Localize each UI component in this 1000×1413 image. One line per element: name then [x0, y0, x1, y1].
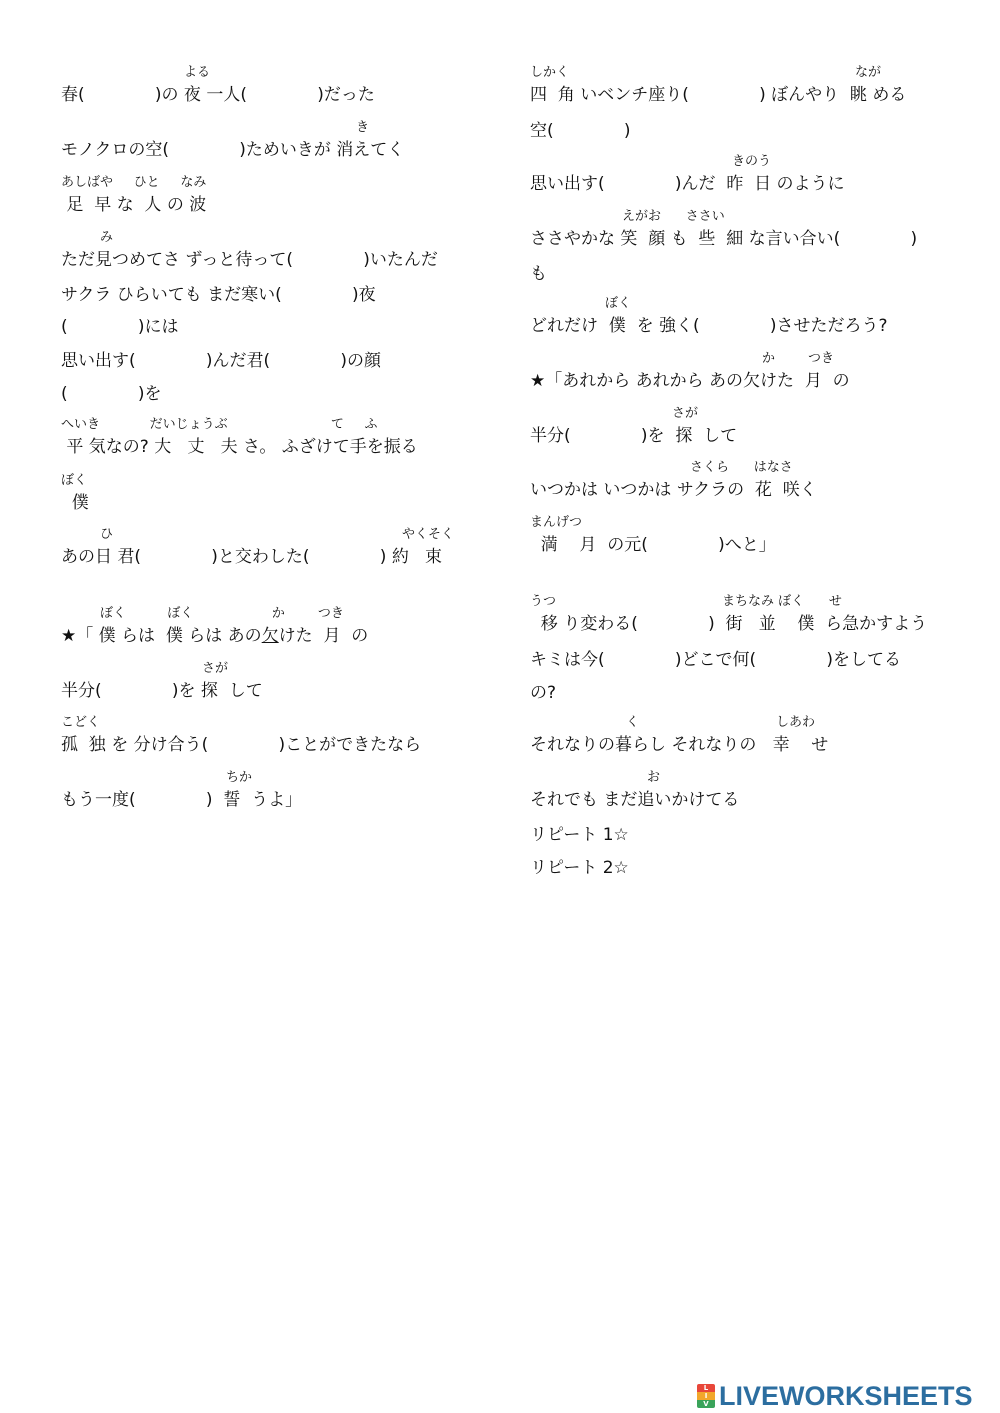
- repeat-2-line: リピート 2☆: [530, 858, 629, 878]
- lyric-line-3: 足 早 な 人 の 波: [61, 195, 207, 215]
- ruby-line-11b: やくそく: [402, 527, 455, 542]
- lyric-line-13: 半分( )を 探 して: [61, 681, 263, 701]
- lyric-line-12-pre: ★「 僕 らは 僕 らは あの: [61, 626, 262, 646]
- ruby-line-9: へいき だいじょうぶ て ふ: [61, 417, 378, 432]
- liveworksheets-logo: [697, 1381, 973, 1411]
- repeat-1-line: リピート 1☆: [530, 825, 629, 845]
- lyric-line-7: 思い出す( )んだ君( )の顔: [61, 351, 382, 371]
- lyric-rline-12: キミは今( )どこで何( )をしてる: [530, 650, 902, 670]
- lyric-rline-7: ★「あれから あれから あの欠けた 月 の: [530, 371, 850, 391]
- lyric-rline-11: 移 り変わる( ) 街 並 僕 ら急かすよう: [530, 614, 928, 634]
- lyric-rline-6: どれだけ 僕 を 強く( )させただろう?: [530, 316, 888, 336]
- lyric-rline-13: の?: [530, 683, 557, 703]
- lyric-line-8: ( )を: [61, 384, 162, 404]
- ruby-line-12: ぼく ぼく か つき: [100, 606, 344, 621]
- lyric-line-12-post: けた 月 の: [278, 626, 369, 646]
- ruby-line-14: こどく: [61, 715, 101, 730]
- lyric-line-10: 僕: [61, 493, 89, 513]
- ruby-rline-4: えがお ささい: [622, 209, 725, 224]
- lyric-line-12: [61, 626, 368, 646]
- ruby-line-11a: ひ: [100, 527, 114, 542]
- ruby-line-1: よる: [184, 65, 211, 80]
- ruby-rline-1a: しかく: [530, 65, 570, 80]
- logo-mark-top: L: [697, 1384, 715, 1392]
- ruby-rline-9: さくら はなさ: [690, 460, 793, 475]
- lyric-rline-10: 満 月 の元( )へと」: [530, 535, 776, 555]
- ruby-line-4: み: [100, 230, 114, 245]
- lyric-rline-4: ささやかな 笑 顔 も 些 細 な言い合い( ): [530, 229, 918, 249]
- lyric-line-6: ( )には: [61, 317, 179, 337]
- ruby-line-10: ぼく: [61, 473, 88, 488]
- ruby-rline-6: ぼく: [605, 296, 632, 311]
- lyric-line-9: 平 気なの? 大 丈 夫 さ。 ふざけて手を振る: [61, 437, 418, 457]
- lyric-line-15: もう一度( ) 誓 うよ」: [61, 790, 303, 810]
- ruby-rline-11a: うつ: [530, 594, 557, 609]
- lyric-rline-14: それなりの暮らし それなりの 幸 せ: [530, 735, 829, 755]
- lyric-line-12-underlined-kanji: 欠: [261, 626, 279, 646]
- lyric-line-11: あの日 君( )と交わした( ) 約 束: [61, 547, 443, 567]
- logo-text: LIVEWORKSHEETS: [719, 1380, 973, 1411]
- lyric-rline-15: それでも まだ追いかけてる: [530, 790, 740, 810]
- ruby-rline-14b: しあわ: [776, 715, 816, 730]
- ruby-line-2: き: [356, 120, 370, 135]
- lyric-rline-2: 空( ): [530, 121, 631, 141]
- lyric-line-2: モノクロの空( )ためいきが 消えてく: [61, 140, 405, 160]
- lyric-line-14: 孤 独 を 分け合う( )ことができたなら: [61, 735, 422, 755]
- lyric-rline-1: 四 角 いベンチ座り( ) ぼんやり 眺 める: [530, 85, 907, 105]
- lyric-rline-3: 思い出す( )んだ 昨 日 のように: [530, 174, 845, 194]
- ruby-rline-10: まんげつ: [530, 515, 583, 530]
- logo-mark-bot: V: [697, 1400, 715, 1408]
- ruby-rline-3: きのう: [732, 154, 772, 169]
- ruby-rline-7: か つき: [762, 351, 835, 366]
- lyric-line-1: 春( )の 夜 一人( )だった: [61, 85, 375, 105]
- ruby-rline-11b: まちなみ ぼく せ: [722, 594, 842, 609]
- ruby-line-3: あしばや ひと なみ: [61, 175, 207, 190]
- lyric-rline-8: 半分( )を 探 して: [530, 426, 738, 446]
- lyric-line-4: ただ見つめてさ ずっと待って( )いたんだ: [61, 250, 438, 270]
- ruby-line-15: ちか: [226, 770, 253, 785]
- ruby-rline-8: さが: [672, 406, 699, 421]
- ruby-rline-14a: く: [626, 715, 640, 730]
- ruby-line-13: さが: [202, 661, 229, 676]
- lyric-rline-5: も: [530, 264, 547, 284]
- logo-mark-icon: [697, 1384, 715, 1408]
- lyric-line-5: サクラ ひらいても まだ寒い( )夜: [61, 285, 376, 305]
- ruby-rline-1b: なが: [855, 65, 882, 80]
- logo-mark-mid: I: [697, 1392, 715, 1400]
- ruby-rline-15: お: [647, 770, 661, 785]
- lyric-rline-9: いつかは いつかは サクラの 花 咲く: [530, 480, 817, 500]
